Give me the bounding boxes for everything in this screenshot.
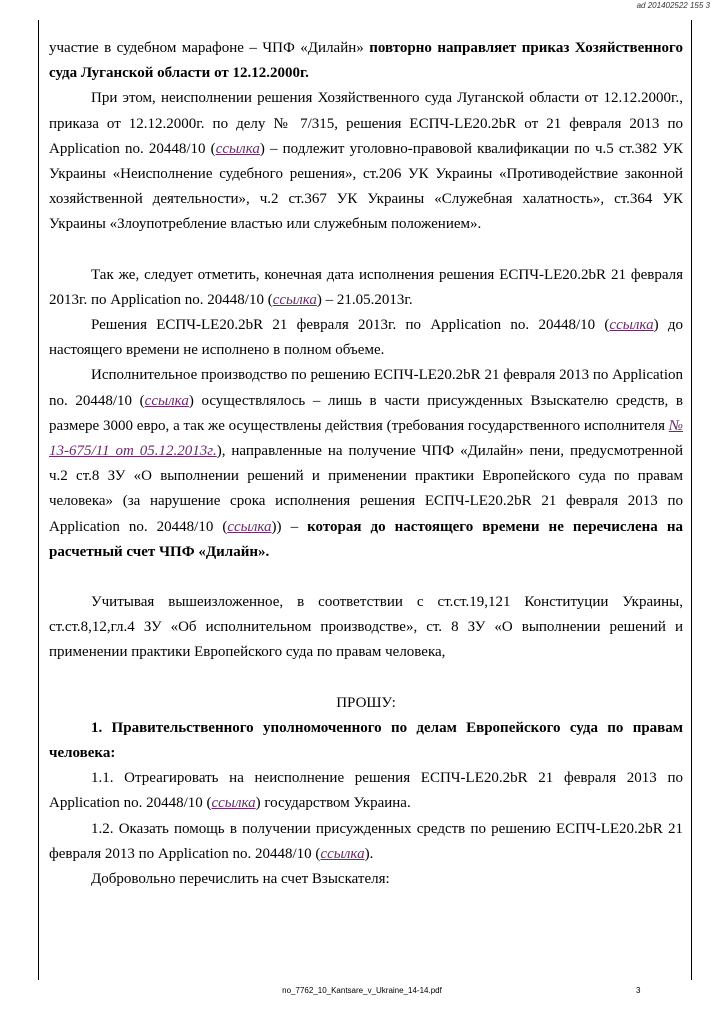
text-run: ).	[364, 845, 374, 862]
item-1-heading	[49, 716, 683, 766]
last-line: Добровольно перечислить на счет Взыскателя:	[91, 871, 390, 888]
item-1-1	[49, 766, 683, 816]
paragraph-deadline	[49, 263, 683, 313]
reference-link[interactable]: ссылка	[227, 518, 272, 535]
paragraph-considering: Учитывая вышеизложенное, в соответствии с ст.ст.19,121 Конституции Украины, ст.ст.8,12,гл.4 ЗУ «Об исполнительном производстве», ст. 8 ЗУ «О выполнении решений и применении практики Европейского суда по правам человека,	[49, 594, 683, 661]
text-run: Исполнительное производство по решению ЕСПЧ-LE20.2bR 21 февраля 2013 по Application no. 20448/10 (	[49, 367, 683, 409]
paragraph-continuation	[49, 36, 683, 86]
text-run: 1.1. Отреагировать на неисполнение решения ЕСПЧ-LE20.2bR 21 февраля 2013 по Application no. 20448/10 (	[49, 770, 683, 812]
executor-demand-link[interactable]: № 13-675/11 от 05.12.2013г.	[49, 417, 683, 460]
paragraph-not-executed	[49, 313, 683, 363]
text-run: Решения ЕСПЧ-LE20.2bR 21 февраля 2013г. по Application no. 20448/10 (	[91, 317, 610, 334]
bold-text-run: которая до настоящего времени не перечислена на расчетный счет ЧПФ «Дилайн».	[49, 518, 683, 560]
text-run: При этом, неисполнении решения Хозяйственного суда Луганской области от 12.12.2000г., приказа от 12.12.2000г. по делу № 7/315, решения ЕСПЧ-LE20.2bR от 21 февраля 2013 по Application no. 20448/10 (	[49, 90, 683, 157]
paragraph-liability	[49, 86, 683, 237]
bold-text-run: повторно направляет приказ Хозяйственного суда Луганской области от 12.12.2000г.	[49, 40, 683, 82]
text-run: ) государством Украина.	[255, 795, 411, 812]
reference-link[interactable]: ссылка	[211, 795, 256, 812]
request-heading: ПРОШУ:	[336, 694, 396, 711]
text-run: Так же, следует отметить, конечная дата исполнения решения ЕСПЧ-LE20.2bR 21 февраля 2013г. по Application no. 20448/10 (	[49, 266, 683, 308]
text-run: )) –	[271, 518, 308, 535]
footer-filename: no_7762_10_Kantsare_v_Ukraine_14-14.pdf	[282, 986, 442, 995]
text-run: ) – подлежит уголовно-правовой квалификации по ч.5 ст.382 УК Украины «Неисполнение судебного решения», ст.206 УК Украины «Противодействие законной хозяйственной деятельности», ч.2 ст.367 УК Украины «Служебная халатность», ст.364 УК Украины «Злоупотребление властью или служебным положением».	[49, 140, 683, 233]
header-stamp: ad 201402522 155 3	[636, 1, 710, 10]
text-run: ) – 21.05.2013г.	[316, 291, 413, 308]
text-run: ) до настоящего времени не исполнено в полном объеме.	[49, 317, 684, 359]
text-run: ), направленные на получение ЧПФ «Дилайн» пени, предусмотренной ч.2 ст.8 ЗУ «О выполнении решений и применении практики Европейского суда по правам человека» (за нарушение срока исполнения решения ЕСПЧ-LE20.2bR 21 февраля 2013 по Application no. 20448/10 (	[49, 443, 683, 535]
document-body	[49, 36, 683, 892]
reference-link[interactable]: ссылка	[144, 392, 189, 409]
page-number: 3	[636, 986, 641, 995]
text-run: участие в судебном марафоне – ЧПФ «Дилайн»	[49, 40, 370, 56]
reference-link[interactable]: ссылка	[320, 845, 365, 862]
reference-link[interactable]: ссылка	[272, 291, 317, 308]
item-1-2	[49, 817, 683, 867]
text-run: ) осуществлялось – лишь в части присужденных Взыскателю средств, в размере 3000 евро, а так же осуществлены действия (требования государственного исполнителя	[49, 392, 684, 434]
paragraph-enforcement	[49, 363, 683, 565]
reference-link[interactable]: ссылка	[609, 317, 654, 334]
reference-link[interactable]: ссылка	[215, 140, 260, 157]
text-run: 1.2. Оказать помощь в получении присужденных средств по решению ЕСПЧ-LE20.2bR 21 февраля 2013 по Application no. 20448/10 (	[49, 820, 683, 862]
bold-text-run: 1. Правительственного уполномоченного по делам Европейского суда по правам человека:	[49, 719, 683, 762]
